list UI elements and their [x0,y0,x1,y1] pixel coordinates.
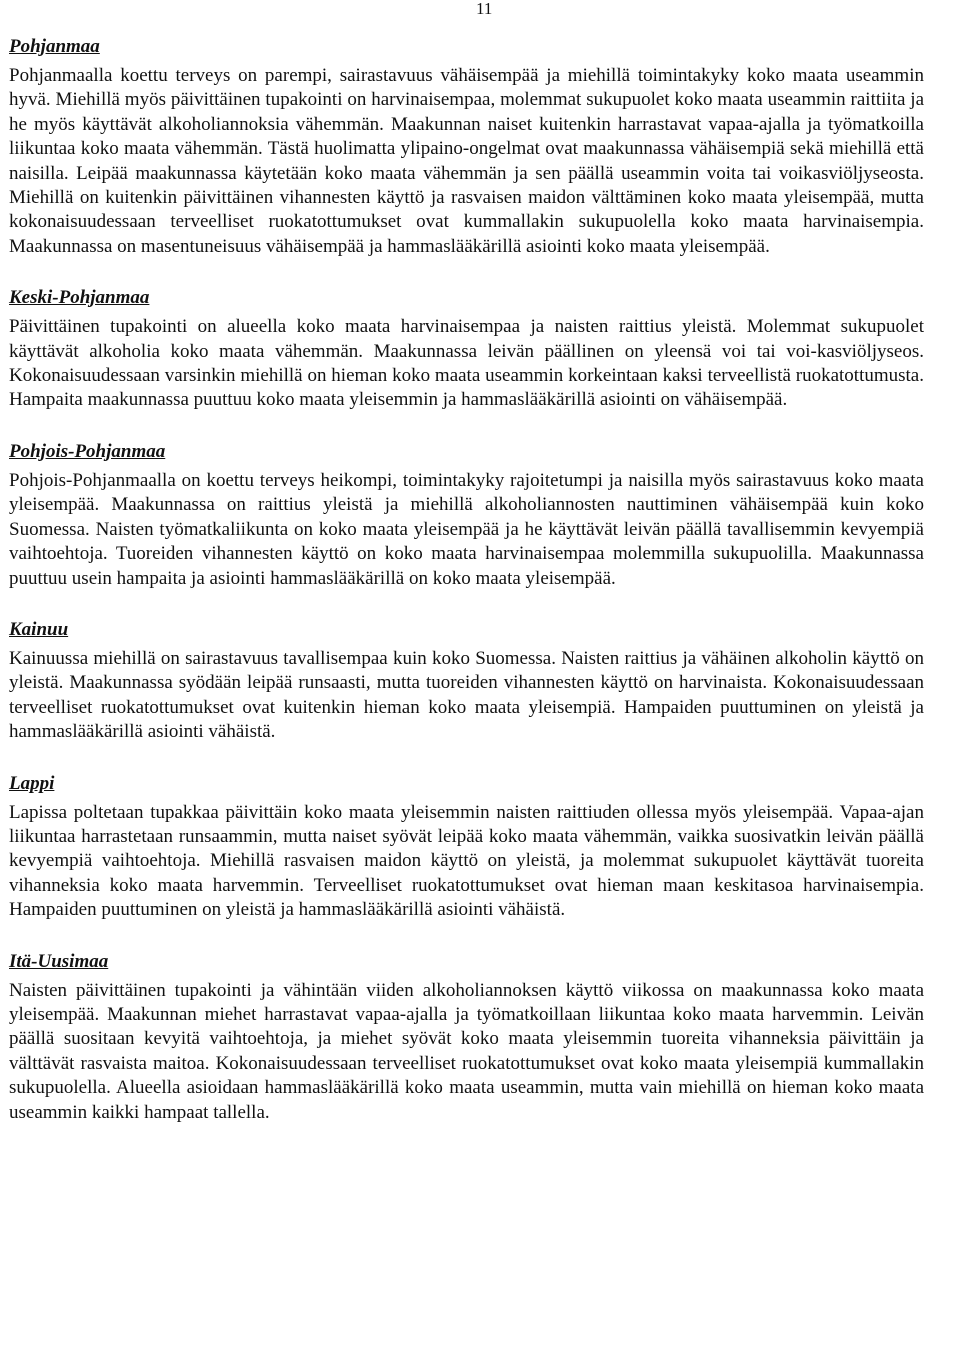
section-pohjanmaa [9,36,924,259]
page-number: 11 [476,0,493,18]
section-text: Naisten päivittäinen tupakointi ja vähintään viiden alkoholiannoksen käyttö viikossa on maakunnassa koko maata yleisempää. Maakunnan miehet harrastavat vapaa-ajalla ja työmatkoillaan liikuntaa koko maata harvemmin. Leivän päällä suositaan kevyitä vaihtoehtoja, ja miehet syövät koko maata yleisemmin tuoreita vihanneksia päivittäin ja välttävät rasvaista maitoa. Kokonaisuudessaan terveelliset ruokatottumukset ovat koko maata yleisempiä kummallakin sukupuolella. Alueella asioidaan hammaslääkärillä koko maata useammin, mutta vain miehillä on hieman koko maata useammin kaikki hampaat tallella. [9,979,924,1123]
section-title: Keski-Pohjanmaa [9,287,150,309]
section-title: Itä-Uusimaa [9,950,109,972]
section-text: Pohjanmaalla koettu terveys on parempi, sairastavuus vähäisempää ja miehillä toimintakyky koko maata useammin hyvä. Miehillä myös päivittäinen tupakointi on harvinaisempaa, molemmat sukupuolet koko maata useammin raittiita ja he myös käyttävät alkoholiannoksia vähemmän. Maakunnan naiset kuitenkin harrastavat vapaa-ajalla ja työmatkoilla liikuntaa koko maata vähemmän. Tästä huolimatta ylipaino-ongelmat ovat maakunnassa vähäisempiä sekä miehillä että naisilla. Leipää maakunnassa käytetään koko maata vähemmän ja sen päällä useammin voita tai voikasviöljyseosta. Miehillä on kuitenkin päivittäinen vihannesten käyttö ja rasvaisen maidon välttäminen koko maata yleisempää, mutta kokonaisuudessaan terveelliset ruokatottumukset ovat kummallakin sukupuolella koko maata harvinaisempia. Maakunnassa on masentuneisuus vähäisempää ja hammaslääkärillä asiointi koko maata yleisempää. [9,65,924,257]
section-ita-uusimaa [9,951,924,1125]
section-title: Kainuu [9,618,69,640]
section-text: Päivittäinen tupakointi on alueella koko maata harvinaisempaa ja naisten raittius yleistä. Molemmat sukupuolet käyttävät alkoholia koko maata vähemmän. Maakunnassa leivän päällinen on yleensä voi tai voi-kasviöljyseos. Kokonaisuudessaan varsinkin miehillä on hieman koko maata useammin korkeintaan kaksi terveellistä ruokatottumusta. Hampaita maakunnassa puuttuu koko maata yleisemmin ja hammaslääkärillä asiointi on vähäisempää. [9,316,924,411]
section-kainuu [9,619,924,745]
section-pohjois-pohjanmaa [9,441,924,591]
section-text: Kainuussa miehillä on sairastavuus tavallisempaa kuin koko Suomessa. Naisten raittius ja vähäinen alkoholin käyttö on yleistä. Maakunnassa syödään leipää runsaasti, mutta tuoreiden vihannesten käyttö on harvinaista. Kokonaisuudessaan terveelliset ruokatottumukset ovat kuitenkin hieman koko maata yleisempiä. Hampaiden puuttuminen on yleistä ja hammaslääkärillä asiointi vähäistä. [9,647,924,743]
document-body [9,36,924,1153]
section-title: Pohjanmaa [9,36,100,57]
section-text: Pohjois-Pohjanmaalla on koettu terveys heikompi, toimintakyky rajoitetumpi ja naisilla myös sairastavuus koko maata yleisempää. Maakunnassa on raittius yleistä ja miehillä alkoholiannosten nauttiminen vähäisempää kuin koko Suomessa. Naisten työmatkaliikunta on koko maata yleisempää ja he käyttävät leivän päällä tavallisemmin kevyempiä vaihtoehtoja. Tuoreiden vihannesten käyttö on koko maata harvinaisempaa molemmilla sukupuolilla. Maakunnassa puuttuu usein hampaita ja asiointi hammaslääkärillä on koko maata yleisempää. [9,469,924,589]
section-keski-pohjanmaa [9,287,924,413]
section-lappi [9,773,924,923]
section-text: Lapissa poltetaan tupakkaa päivittäin koko maata yleisemmin naisten raittiuden ollessa myös yleisempää. Vapaa-ajan liikuntaa harrastetaan runsaammin, mutta naiset syövät leipää koko maata vähemmän, vaikka suosivatkin leivän päällä kevyempiä vaihtoehtoja. Miehillä rasvaisen maidon käyttö on yleistä, ja molemmat sukupuolet käyttävät tuoreita vihanneksia koko maata harvemmin. Terveelliset ruokatottumukset ovat hieman maan keskitasoa harvinaisempia. Hampaiden puuttuminen on yleistä ja hammaslääkärillä asiointi vähäistä. [9,801,924,921]
section-title: Lappi [9,772,55,794]
section-title: Pohjois-Pohjanmaa [9,440,166,462]
